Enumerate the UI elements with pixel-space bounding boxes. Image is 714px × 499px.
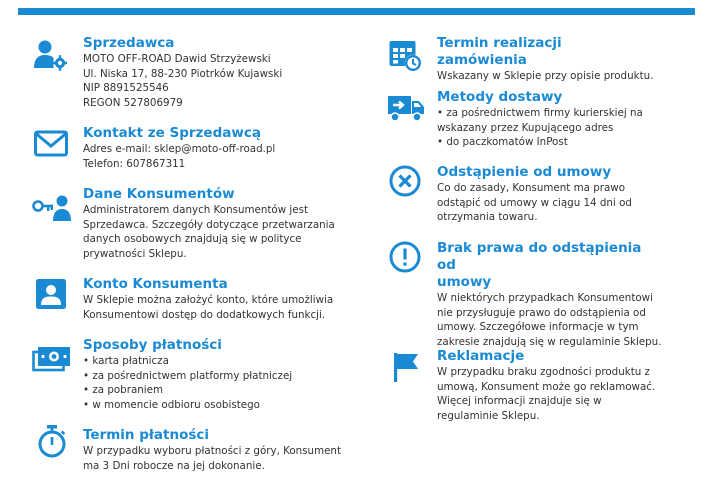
calendar-clock-icon (388, 38, 422, 72)
section-title: Odstąpienie od umowy (437, 164, 612, 180)
consumer-data-text: Sprzedawca. Szczegóły dotyczące przetwarzania (83, 218, 335, 231)
section-title: Dane Konsumentów (83, 186, 235, 202)
delivery-method-continuation: wskazany przez Kupującego adres (437, 121, 614, 134)
cash-icon (32, 341, 72, 375)
payment-method-item: • karta płatnicza (83, 354, 292, 369)
seller-address: Ul. Niska 17, 88-230 Piotrków Kujawski (83, 67, 283, 80)
envelope-icon (34, 127, 68, 161)
payment-term-text: ma 3 Dni robocze na jej dokonanie. (83, 459, 265, 472)
section-title: Kontakt ze Sprzedawcą (83, 125, 261, 141)
account-text: Konsumentowi dostęp do dodatkowych funkcji. (83, 308, 326, 321)
no-withdrawal-text: nie przysługuje prawo do odstąpienia od (437, 306, 646, 319)
exclamation-circle-icon (388, 240, 422, 274)
truck-icon (387, 90, 427, 124)
withdrawal-text: otrzymania towaru. (437, 211, 538, 224)
withdrawal-text: odstąpić od umowy w ciągu 14 dni od (437, 196, 632, 209)
order-term-text: Wskazany w Sklepie przy opisie produktu. (437, 70, 654, 82)
no-withdrawal-text: zakresie znajdują się w regulaminie Sklepu. (437, 335, 662, 348)
consumer-data-text: Administratorem danych Konsumentów jest (83, 204, 309, 216)
no-withdrawal-text: W niektórych przypadkach Konsumentowi (437, 292, 653, 304)
stopwatch-icon (35, 424, 69, 458)
complaints-text: Więcej informacji znajduje się w (437, 395, 602, 408)
payment-method-item: • za pobraniem (83, 383, 292, 398)
user-gear-icon (33, 38, 67, 72)
section-title: Termin płatności (83, 427, 210, 443)
x-circle-icon (388, 164, 422, 198)
no-withdrawal-text: umowy. Szczegółowe informacje w tym (437, 321, 639, 334)
account-text: W Sklepie można założyć konto, które umożliwia (83, 294, 334, 306)
section-title: Konto Konsumenta (83, 276, 228, 292)
top-accent-bar (18, 8, 695, 15)
seller-name: MOTO OFF-ROAD Dawid Strzyżewski (83, 53, 271, 65)
complaints-text: umową, Konsument może go reklamować. (437, 380, 656, 393)
section-title: Termin realizacji zamówienia (437, 35, 562, 68)
delivery-method-item: • za pośrednictwem firmy kurierskiej na (437, 106, 643, 121)
delivery-method-item: • do paczkomatów InPost (437, 135, 643, 150)
key-user-icon (32, 191, 66, 225)
seller-regon: REGON 527806979 (83, 96, 183, 109)
seller-nip: NIP 8891525546 (83, 82, 169, 95)
section-title: Brak prawa do odstąpienia od (437, 240, 642, 273)
payment-method-item: • w momencie odbioru osobistego (83, 398, 292, 413)
section-title-continuation: umowy (437, 274, 492, 290)
flag-icon (390, 350, 424, 384)
payment-term-text: W przypadku wyboru płatności z góry, Konsument (83, 445, 341, 457)
consumer-data-text: prywatności Sklepu. (83, 247, 187, 260)
withdrawal-text: Co do zasady, Konsument ma prawo (437, 182, 626, 194)
section-title: Sprzedawca (83, 35, 175, 51)
contact-phone: Telefon: 607867311 (83, 157, 186, 170)
consumer-data-text: danych osobowych znajdują się w polityce (83, 233, 302, 246)
user-badge-icon (34, 277, 68, 311)
complaints-text: W przypadku braku zgodności produktu z (437, 366, 650, 378)
section-title: Reklamacje (437, 348, 525, 364)
section-title: Sposoby płatności (83, 337, 222, 353)
complaints-text: regulaminie Sklepu. (437, 409, 540, 422)
contact-email: Adres e-mail: sklep@moto-off-road.pl (83, 143, 276, 155)
section-title: Metody dostawy (437, 89, 563, 105)
payment-method-item: • za pośrednictwem platformy płatniczej (83, 369, 292, 384)
